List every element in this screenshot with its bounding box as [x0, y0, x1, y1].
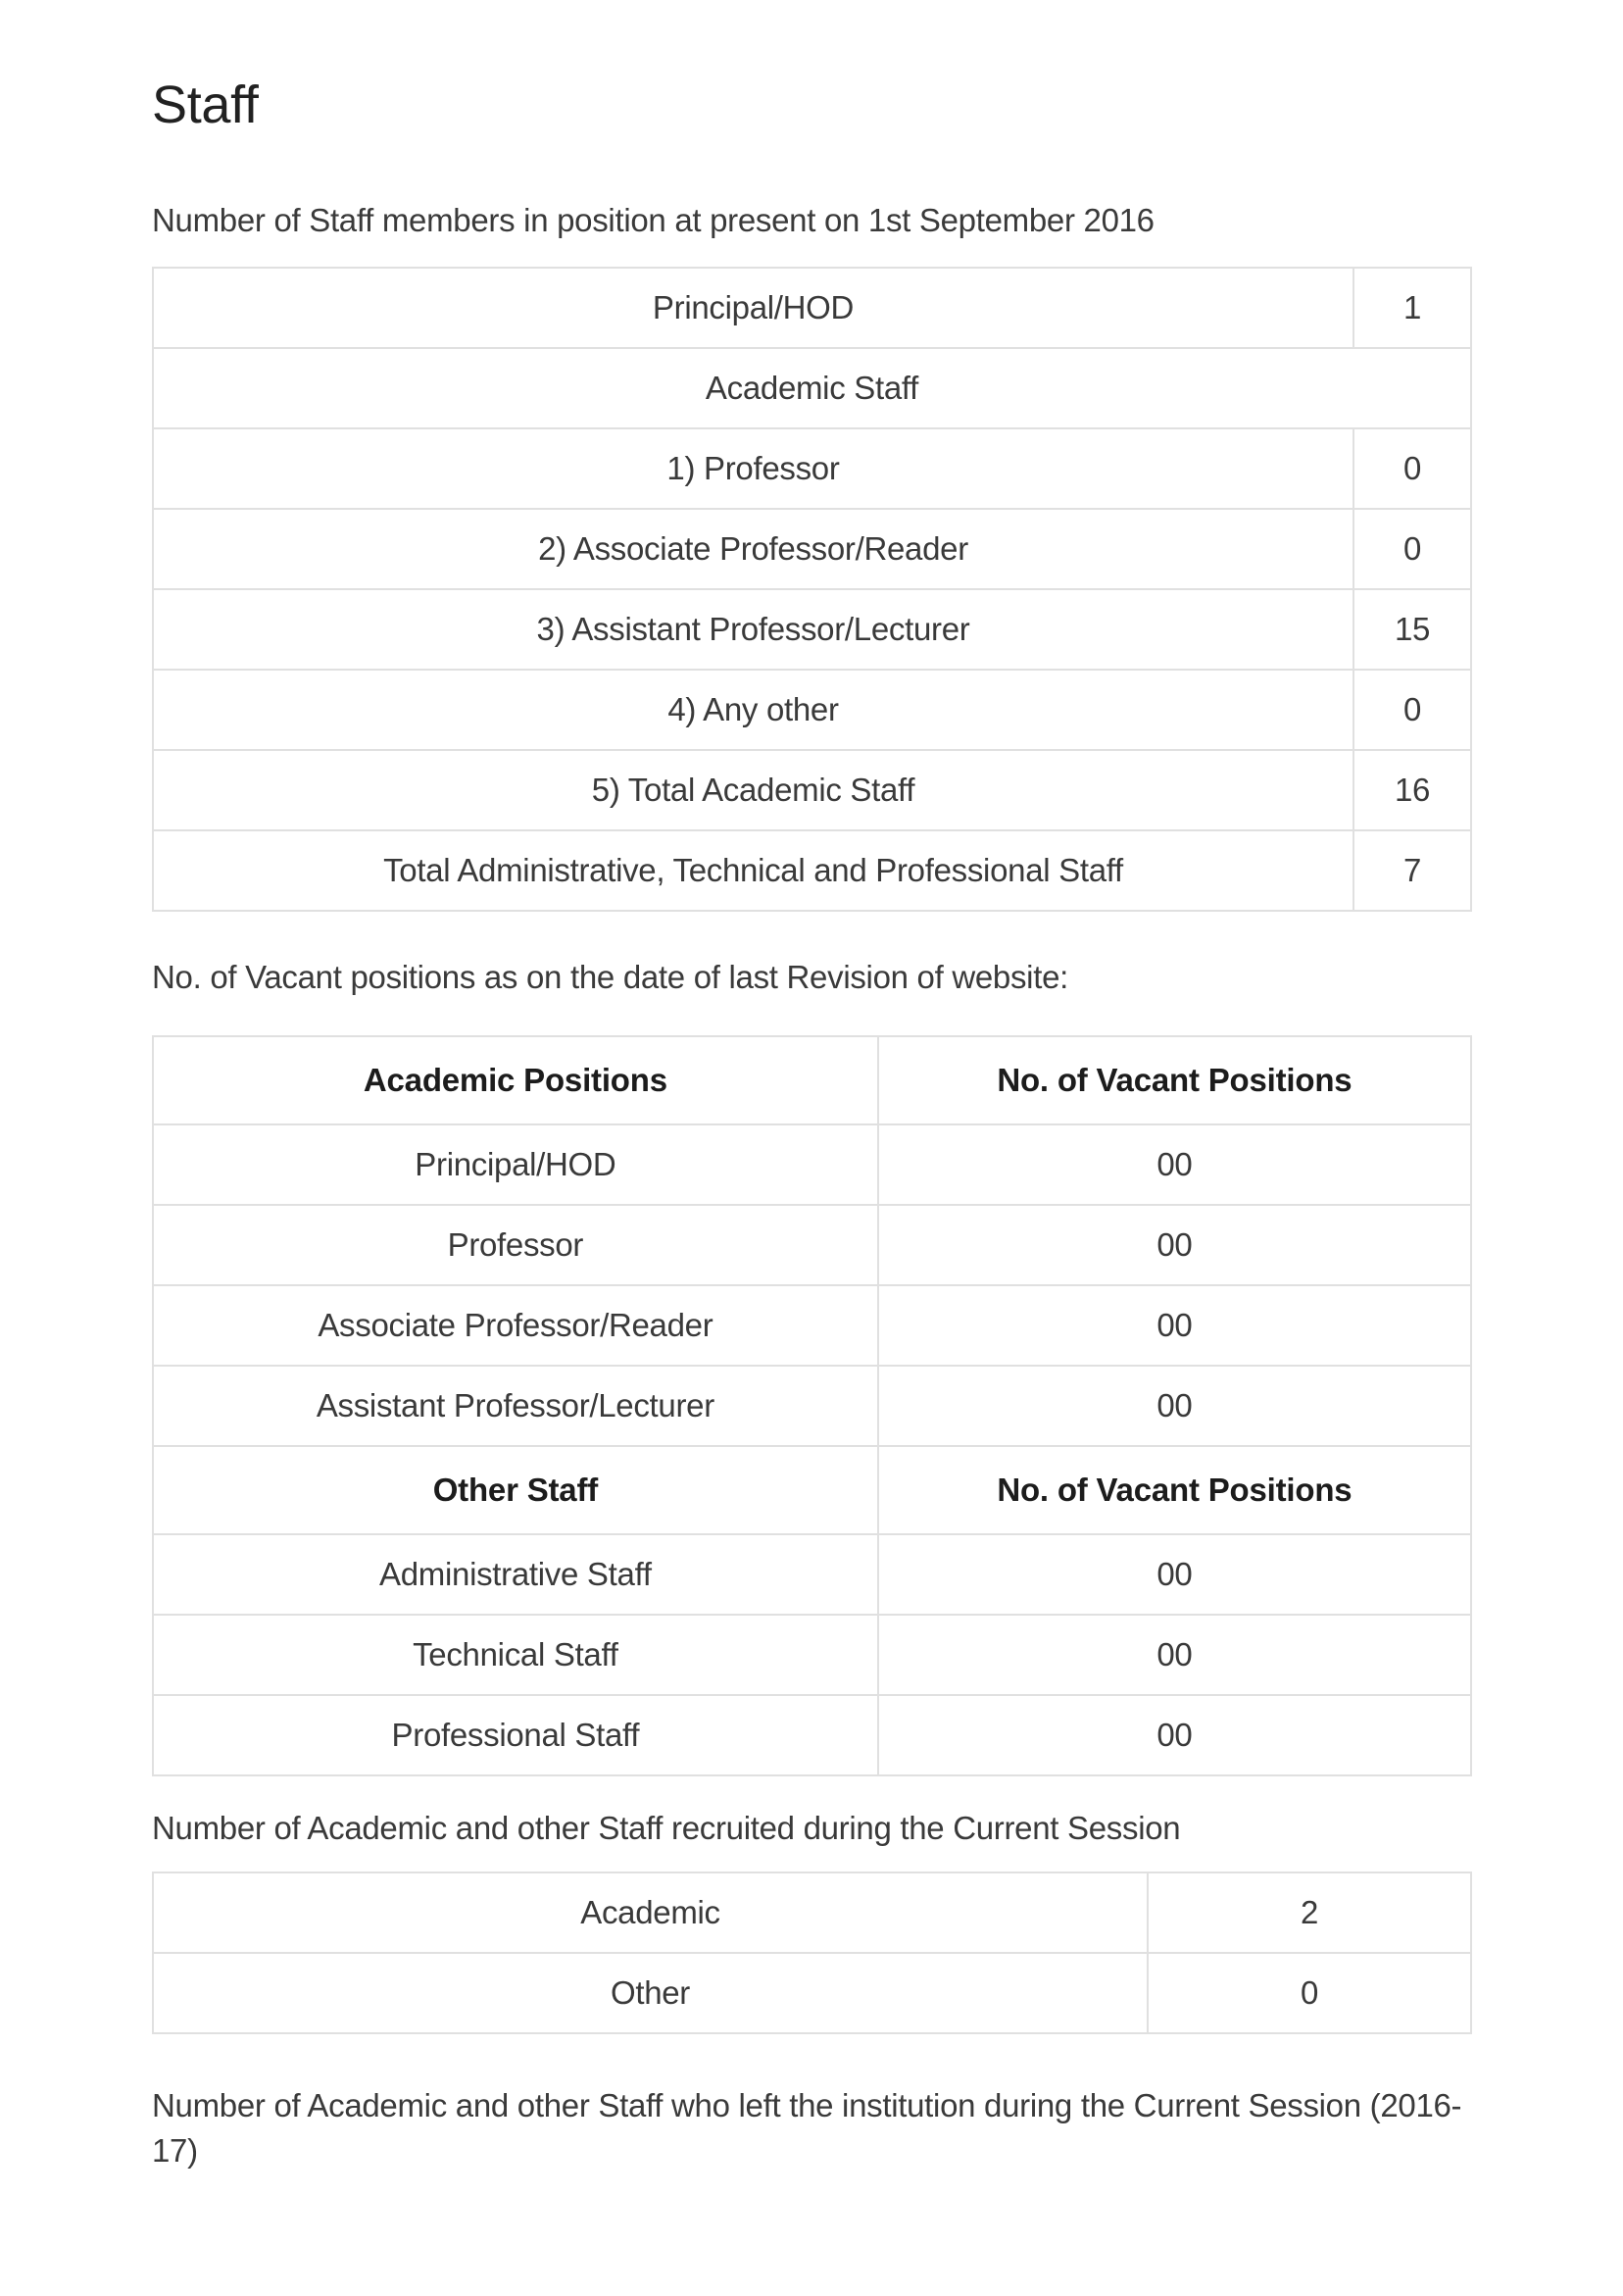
table-row [153, 1285, 1471, 1366]
position-value-cell: 0 [1353, 509, 1471, 589]
table-row [153, 670, 1471, 750]
section-label-cell: Academic Staff [153, 348, 1471, 428]
position-value-cell: 00 [878, 1366, 1471, 1446]
academic-positions-header-cell: Academic Positions [153, 1036, 878, 1124]
position-value-cell: 00 [878, 1534, 1471, 1615]
position-value-cell: 1 [1353, 268, 1471, 348]
position-label-cell: Technical Staff [153, 1615, 878, 1695]
table-row [153, 1872, 1471, 1953]
position-label-cell: 2) Associate Professor/Reader [153, 509, 1353, 589]
position-value-cell: 0 [1353, 428, 1471, 509]
position-value-cell: 00 [878, 1205, 1471, 1285]
staff-count-table [152, 267, 1472, 912]
table-row [153, 428, 1471, 509]
position-value-cell: 7 [1353, 830, 1471, 911]
table-row [153, 750, 1471, 830]
other-staff-header-cell: Other Staff [153, 1446, 878, 1534]
table-row [153, 348, 1471, 428]
recruited-table [152, 1872, 1472, 2034]
position-label-cell: 1) Professor [153, 428, 1353, 509]
position-label-cell: 5) Total Academic Staff [153, 750, 1353, 830]
table-row [153, 1953, 1471, 2033]
category-label-cell: Academic [153, 1872, 1148, 1953]
position-value-cell: 15 [1353, 589, 1471, 670]
table-row [153, 589, 1471, 670]
table-row [153, 268, 1471, 348]
vacant-positions-header-cell: No. of Vacant Positions [878, 1036, 1471, 1124]
staff-count-intro: Number of Staff members in position at present on 1st September 2016 [152, 202, 1155, 239]
table-row [153, 1124, 1471, 1205]
recruited-intro: Number of Academic and other Staff recruited during the Current Session [152, 1810, 1181, 1847]
table-row [153, 830, 1471, 911]
position-label-cell: Professor [153, 1205, 878, 1285]
position-label-cell: Professional Staff [153, 1695, 878, 1775]
page-title: Staff [152, 75, 259, 134]
vacancies-intro: No. of Vacant positions as on the date of last Revision of website: [152, 959, 1068, 996]
position-value-cell: 00 [878, 1285, 1471, 1366]
position-label-cell: 3) Assistant Professor/Lecturer [153, 589, 1353, 670]
category-label-cell: Other [153, 1953, 1148, 2033]
position-value-cell: 0 [1353, 670, 1471, 750]
position-value-cell: 00 [878, 1124, 1471, 1205]
table-header-row [153, 1446, 1471, 1534]
position-value-cell: 00 [878, 1615, 1471, 1695]
table-row [153, 1205, 1471, 1285]
table-row [153, 1366, 1471, 1446]
vacant-positions-header-cell: No. of Vacant Positions [878, 1446, 1471, 1534]
position-value-cell: 00 [878, 1695, 1471, 1775]
category-value-cell: 0 [1148, 1953, 1471, 2033]
table-row [153, 1695, 1471, 1775]
position-label-cell: Principal/HOD [153, 1124, 878, 1205]
position-label-cell: Administrative Staff [153, 1534, 878, 1615]
position-label-cell: Total Administrative, Technical and Professional Staff [153, 830, 1353, 911]
position-label-cell: Associate Professor/Reader [153, 1285, 878, 1366]
position-label-cell: Principal/HOD [153, 268, 1353, 348]
position-label-cell: 4) Any other [153, 670, 1353, 750]
category-value-cell: 2 [1148, 1872, 1471, 1953]
vacancies-table [152, 1035, 1472, 1776]
staff-left-intro: Number of Academic and other Staff who left the institution during the Current Session (2016-17) [152, 2086, 1462, 2169]
table-row [153, 509, 1471, 589]
position-label-cell: Assistant Professor/Lecturer [153, 1366, 878, 1446]
table-header-row [153, 1036, 1471, 1124]
position-value-cell: 16 [1353, 750, 1471, 830]
table-row [153, 1534, 1471, 1615]
table-row [153, 1615, 1471, 1695]
